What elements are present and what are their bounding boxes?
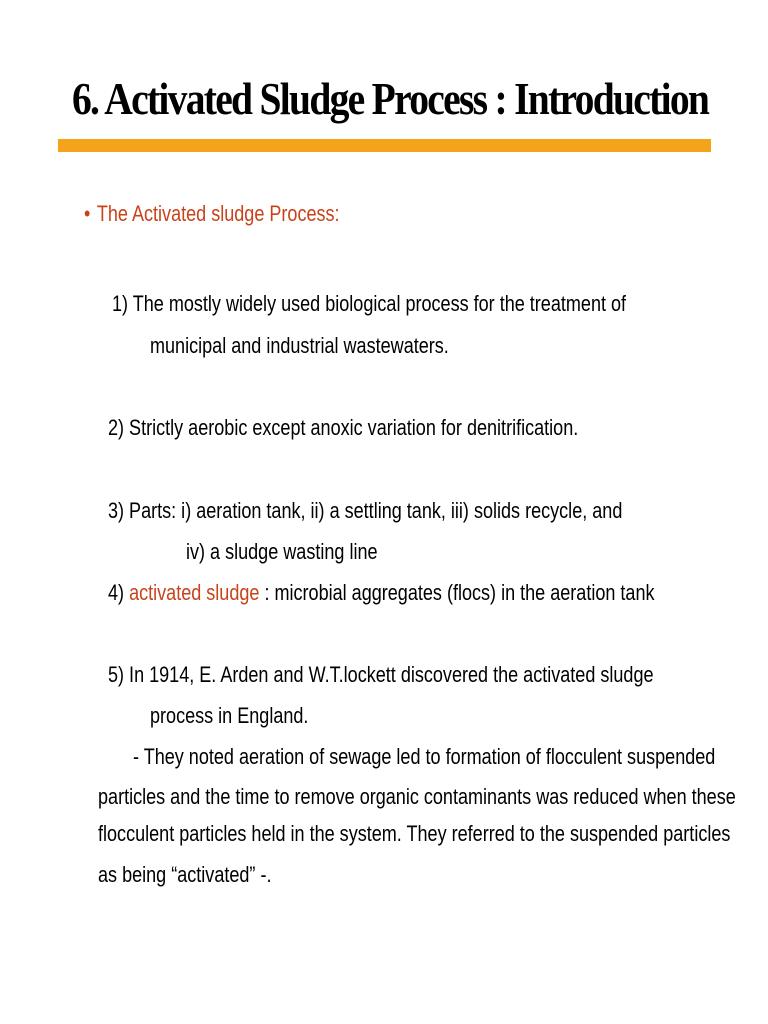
item-5-line-2: process in England. (150, 703, 309, 728)
bullet-dot-icon: • (84, 201, 91, 226)
title-underline-bar (58, 139, 711, 152)
note-line-2: particles and the time to remove organic contaminants was reduced when these (98, 784, 736, 809)
item-4-term: activated sludge (129, 580, 260, 605)
note-line-4: as being “activated” -. (98, 862, 272, 887)
note-line-1: - They noted aeration of sewage led to formation of flocculent suspended (133, 744, 716, 769)
item-5-line-1: 5) In 1914, E. Arden and W.T.lockett discovered the activated sludge (108, 662, 654, 687)
item-3-line-2: iv) a sludge wasting line (186, 539, 378, 564)
item-1-line-2: municipal and industrial wastewaters. (150, 333, 449, 358)
bullet-heading-label: The Activated sludge Process: (96, 201, 340, 226)
bullet-heading (84, 203, 340, 225)
note-line-3: flocculent particles held in the system. They referred to the suspended particles (98, 821, 731, 846)
item-2-line-1: 2) Strictly aerobic except anoxic variation for denitrification. (108, 415, 579, 440)
item-4-line (108, 582, 655, 604)
slide-title: 6. Activated Sludge Process : Introduction (72, 73, 709, 124)
item-3-line-1: 3) Parts: i) aeration tank, ii) a settling tank, iii) solids recycle, and (108, 498, 623, 523)
item-1-line-1: 1) The mostly widely used biological process for the treatment of (112, 291, 627, 316)
item-4-definition: : microbial aggregates (flocs) in the aeration tank (259, 580, 655, 605)
item-4-prefix: 4) (108, 580, 130, 605)
